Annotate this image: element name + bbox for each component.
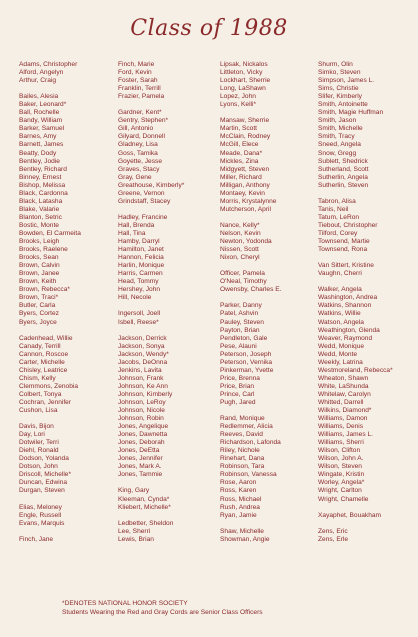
student-name: Harris, Carmen — [118, 270, 163, 278]
student-name: Jackson, Derrick — [118, 334, 167, 342]
student-name: Meade, Dana* — [220, 149, 263, 157]
student-name: Hamby, Darryl — [118, 238, 160, 246]
student-name: Lockhart, Sherrie — [220, 77, 271, 85]
student-name: Baker, Leonard* — [19, 101, 67, 109]
student-name: Ingersoll, Joell — [118, 310, 161, 318]
student-name: Head, Tommy — [118, 278, 159, 286]
section-spacer — [220, 262, 315, 270]
student-name: Wedd, Monte — [318, 350, 358, 358]
student-name: Brown, Keith — [19, 278, 57, 286]
section-spacer — [318, 504, 413, 512]
student-name: Patel, Ashvin — [220, 310, 259, 318]
section-spacer — [318, 190, 413, 198]
student-name: Simko, Steven — [318, 69, 361, 77]
student-name: Wright, Carlton — [318, 487, 362, 495]
student-name: Robinson, Vanessa — [220, 471, 277, 479]
student-name: Finch, Marie — [118, 61, 155, 68]
student-name: Wilson, John A. — [318, 455, 364, 463]
honor-society-note: *DENOTES NATIONAL HONOR SOCIETY — [62, 600, 188, 607]
student-name: Williams, Sherri — [318, 439, 364, 447]
section-spacer — [19, 85, 114, 93]
student-name: O'Neal, Timothy — [220, 278, 267, 286]
student-name: Wilkins, Diamond* — [318, 407, 372, 415]
student-name: Jackson, Wendy* — [118, 350, 169, 358]
student-name: Duncan, Edwina — [19, 479, 68, 487]
student-name: Cushon, Lisa — [19, 407, 58, 415]
student-name: Finch, Jane — [19, 535, 54, 543]
student-name: Lee, Sherri — [118, 527, 151, 535]
student-name: Tiebout, Christopher — [318, 221, 378, 229]
student-name: Nance, Kelly* — [220, 221, 260, 229]
student-name: Greathouse, Kimberly* — [118, 181, 185, 189]
student-name: Chisley, Leatrice — [19, 366, 68, 374]
student-name: Ross, Michael — [220, 495, 262, 503]
student-name: Slifer, Kimberly — [318, 93, 362, 101]
student-name: Brooks, Sean — [19, 254, 59, 262]
student-name: Nixon, Cheryl — [220, 254, 260, 262]
student-name: Elias, Meloney — [19, 503, 62, 511]
student-name: Sublett, Shedrick — [318, 157, 368, 165]
student-name: Shaw, Michelle — [220, 527, 264, 535]
student-name: Durgan, Steven — [19, 487, 65, 495]
student-name: Bishop, Melissa — [19, 181, 66, 189]
student-name: Goyette, Jesse — [118, 157, 162, 165]
student-name: Black, Cardonna — [19, 189, 68, 197]
section-spacer — [19, 496, 114, 504]
student-name: Johnson, LeRoy — [118, 398, 166, 406]
student-name: Jones, Mark A. — [118, 463, 162, 471]
student-name: Jenkins, Lavita — [118, 366, 162, 374]
student-name: Gilyard, Donnell — [118, 133, 165, 141]
student-name: Dotwiler, Terri — [19, 439, 59, 447]
student-name: Whitted, Darrell — [318, 398, 364, 406]
student-name: Bentley, Richard — [19, 165, 67, 173]
student-name: Frazier, Pamela — [118, 93, 165, 101]
student-name: Pendleton, Gale — [220, 334, 268, 342]
student-name: Wilson, Steven — [318, 463, 362, 471]
student-name: Jones, Tammie — [118, 471, 163, 479]
student-name: Hill, Necole — [118, 294, 152, 302]
student-name: Sneed, Angela — [318, 141, 361, 149]
student-name: Kliebert, Michelle* — [118, 503, 171, 511]
student-name: Milligan, Anthony — [220, 181, 270, 189]
student-name: Rinehart, Dana — [220, 455, 265, 463]
student-name: Johnson, Robin — [118, 415, 164, 423]
student-name: Smith, Antoinette — [318, 101, 368, 109]
student-name: Pinkerman, Yvette — [220, 366, 274, 374]
student-name: King, Gary — [118, 487, 150, 495]
student-name: Xayaphet, Bouakham — [318, 511, 382, 519]
student-name: Jackson, Sonya — [118, 342, 165, 350]
section-spacer — [220, 520, 315, 528]
student-name: Ryan, Jamie — [220, 511, 257, 519]
student-name: Zens, Eric — [318, 527, 348, 535]
student-name: Foster, Sarah — [118, 77, 158, 85]
student-name: Beatty, Dody — [19, 149, 57, 157]
student-name: Simpson, James L. — [318, 77, 375, 85]
section-spacer — [318, 254, 413, 262]
student-name: Riley, Nichole — [220, 447, 260, 455]
student-name: Williams, James L. — [318, 431, 373, 439]
student-name: Weathington, Glenda — [318, 326, 380, 334]
student-name: Shurm, Olin — [318, 61, 353, 68]
student-name: Washington, Andrea — [318, 294, 378, 302]
student-name: Jones, Deborah — [118, 439, 165, 447]
student-name: Engle, Russell — [19, 511, 62, 519]
student-name: Williams, Damon — [318, 415, 368, 423]
student-name: Long, LaShawn — [220, 85, 266, 93]
name-column-1 — [19, 61, 114, 544]
footer-notes — [62, 600, 402, 617]
student-name: Alford, Angelyn — [19, 69, 64, 77]
student-name: Blake, Valarie — [19, 205, 60, 213]
student-name: Lyons, Kelli* — [220, 101, 257, 109]
page-title: Class of 1988 — [130, 16, 288, 41]
student-name: Watson, Angela — [318, 318, 364, 326]
student-name: Gardner, Kent* — [118, 109, 162, 117]
student-name: Hershey, John — [118, 286, 161, 294]
section-spacer — [19, 528, 114, 536]
section-spacer — [220, 214, 315, 222]
student-name: Evans, Marquis — [19, 519, 65, 527]
student-name: Barnett, James — [19, 141, 64, 149]
student-name: Rand, Monique — [220, 415, 265, 423]
student-name: Wingate, Kristin — [318, 471, 365, 479]
student-name: Bailes, Alesia — [19, 93, 59, 101]
student-name: Robinson, Tara — [220, 463, 265, 471]
student-name: Townsend, Rona — [318, 246, 368, 254]
student-name: Westmoreland, Rebecca* — [318, 366, 393, 374]
student-name: Binney, Ernest — [19, 173, 62, 181]
student-name: Butler, Carla — [19, 302, 56, 310]
section-spacer — [118, 101, 213, 109]
student-name: Jones, Dawnetta — [118, 431, 168, 439]
student-name: Brown, Rebecca* — [19, 286, 70, 294]
student-name: Mansaw, Sherrie — [220, 117, 270, 125]
student-name: Driscoll, Michelle* — [19, 471, 72, 479]
student-name: Chism, Kelly — [19, 374, 56, 382]
student-name: Jones, DeEtta — [118, 447, 160, 455]
student-name: Parker, Danny — [220, 302, 262, 310]
section-spacer — [220, 109, 315, 117]
student-name: Price, Brian — [220, 382, 255, 390]
student-name: Gladney, Lisa — [118, 141, 158, 149]
student-name: Payton, Brian — [220, 326, 260, 334]
section-spacer — [118, 479, 213, 487]
student-name: Kleeman, Cynda* — [118, 495, 170, 503]
student-name: Greene, Vernon — [118, 189, 165, 197]
student-name: Weekly, Latrina — [318, 358, 363, 366]
student-name: Mickles, Zina — [220, 157, 259, 165]
student-name: Byers, Joyce — [19, 318, 57, 326]
student-name: Midgyett, Steven — [220, 165, 270, 173]
student-name: Nelson, Kevin — [220, 229, 261, 237]
section-spacer — [118, 302, 213, 310]
student-name: Lewis, Brian — [118, 535, 154, 543]
student-name: Dotson, John — [19, 463, 58, 471]
student-name: Day, Lori — [19, 431, 45, 439]
student-name: Van Sittert, Kristine — [318, 262, 374, 270]
student-name: Johnson, Frank — [118, 374, 164, 382]
student-name: Bostic, Monte — [19, 221, 59, 229]
student-name: Arthur, Craig — [19, 77, 57, 85]
student-name: Peterson, Joseph — [220, 350, 272, 358]
student-name: Wedd, Monique — [318, 342, 365, 350]
student-name: Wheaton, Shawn — [318, 374, 369, 382]
student-name: Barker, Samuel — [19, 125, 65, 133]
student-name: White, LaShunda — [318, 382, 369, 390]
student-name: Sutherlin, Steven — [318, 181, 369, 189]
student-name: Johnson, Ke Ann — [118, 382, 168, 390]
student-name: Gray, Gene — [118, 173, 152, 181]
student-name: Peterson, Vernika — [220, 358, 273, 366]
student-name: Nissen, Scott — [220, 246, 259, 254]
name-columns — [19, 61, 409, 591]
student-name: Showman, Angie — [220, 535, 270, 543]
student-name: Ball, Rochelle — [19, 109, 60, 117]
student-name: Adams, Christopher — [19, 61, 78, 68]
student-name: Tatum, LeRon — [318, 213, 360, 221]
student-name: Brooks, Raelene — [19, 246, 68, 254]
student-name: Hall, Tina — [118, 229, 146, 237]
student-name: Weaver, Raymond — [318, 334, 373, 342]
student-name: Reeves, David — [220, 431, 263, 439]
student-name: Watkins, Willie — [318, 310, 361, 318]
student-name: Watkins, Shannon — [318, 302, 372, 310]
student-name: Diehl, Ronald — [19, 447, 59, 455]
student-name: Rush, Andrea — [220, 503, 260, 511]
student-name: Jacobs, DeOnna — [118, 358, 168, 366]
student-name: Smith, Tracy — [318, 133, 355, 141]
student-name: Hannon, Felicia — [118, 254, 164, 262]
student-name: Brown, Janee — [19, 270, 60, 278]
student-name: Worley, Angela* — [318, 479, 365, 487]
section-spacer — [118, 512, 213, 520]
student-name: Cadenhead, Willie — [19, 334, 73, 342]
student-name: Ledbetter, Sheldon — [118, 519, 174, 527]
student-name: Bandy, William — [19, 117, 63, 125]
student-name: Sutherland, Scott — [318, 165, 369, 173]
student-name: Whitelaw, Carolyn — [318, 390, 371, 398]
section-spacer — [19, 327, 114, 335]
student-name: Officer, Pamela — [220, 270, 265, 278]
student-name: Smith, Michelle — [318, 125, 363, 133]
student-name: Price, Brenna — [220, 374, 260, 382]
student-name: Jones, Jennifer — [118, 455, 163, 463]
student-name: Clemmons, Zenobia — [19, 382, 79, 390]
student-name: Carter, Michelle — [19, 358, 65, 366]
student-name: Graves, Stacy — [118, 165, 160, 173]
student-name: Pugh, Jared — [220, 398, 256, 406]
name-column-3 — [220, 61, 315, 544]
student-name: Montaey, Kevin — [220, 189, 265, 197]
student-name: Byers, Cortez — [19, 310, 59, 318]
student-name: Hall, Brenda — [118, 221, 155, 229]
section-spacer — [318, 520, 413, 528]
student-name: Barnes, Amy — [19, 133, 57, 141]
section-spacer — [220, 294, 315, 302]
student-name: Smith, Jason — [318, 117, 357, 125]
student-name: Brooks, Leigh — [19, 238, 60, 246]
student-name: Lopez, John — [220, 93, 256, 101]
class-officers-note: Students Wearing the Red and Gray Cords are Senior Class Officers — [62, 608, 263, 616]
student-name: Miller, Richard — [220, 173, 262, 181]
student-name: Owensby, Charles E. — [220, 286, 282, 294]
student-name: Gill, Antonio — [118, 125, 154, 133]
student-name: Mutcherson, April — [220, 205, 271, 213]
student-name: Zens, Erle — [318, 535, 349, 543]
student-name: Cannon, Roscoe — [19, 350, 69, 358]
student-name: Black, Latasha — [19, 197, 63, 205]
student-name: Franklin, Terrill — [118, 85, 161, 93]
section-spacer — [318, 278, 413, 286]
student-name: Williams, Denis — [318, 423, 364, 431]
student-name: Grindstaff, Stacey — [118, 197, 171, 205]
student-name: Ross, Karen — [220, 487, 257, 495]
student-name: Morris, Krystalynne — [220, 197, 277, 205]
student-name: Walker, Angela — [318, 286, 362, 294]
student-name: Harlin, Monique — [118, 262, 165, 270]
student-name: Pese, Alauni — [220, 342, 257, 350]
name-column-2 — [118, 61, 213, 544]
student-name: Jones, Angelique — [118, 423, 169, 431]
student-name: Sutherlin, Angela — [318, 173, 368, 181]
student-name: Redlemmer, Alicia — [220, 423, 273, 431]
student-name: Tabron, Alisa — [318, 197, 356, 205]
student-name: Dodson, Yolanda — [19, 455, 69, 463]
student-name: Wright, Chamelle — [318, 495, 369, 503]
student-name: Bowden, El Carmeita — [19, 229, 81, 237]
student-name: Canady, Terrill — [19, 342, 61, 350]
student-name: Isbell, Reese* — [118, 318, 159, 326]
student-name: Snow, Gregg — [318, 149, 357, 157]
section-spacer — [19, 415, 114, 423]
section-spacer — [118, 206, 213, 214]
student-name: Pauley, Steven — [220, 318, 264, 326]
student-name: Brown, Traci* — [19, 294, 59, 302]
student-name: Martin, Scott — [220, 125, 258, 133]
student-name: Cochran, Jennifer — [19, 398, 72, 406]
student-name: Rose, Aaron — [220, 479, 257, 487]
student-name: Ford, Kevin — [118, 69, 152, 77]
student-name: Hamilton, Janet — [118, 246, 164, 254]
student-name: Tanis, Neil — [318, 205, 349, 213]
student-name: Johnson, Kimberly — [118, 390, 173, 398]
student-name: Richardson, Lafonda — [220, 439, 281, 447]
student-name: Bentley, Jodie — [19, 157, 60, 165]
section-spacer — [220, 407, 315, 415]
student-name: Newton, Yodonda — [220, 238, 272, 246]
student-name: Davis, Bijon — [19, 423, 54, 431]
student-name: Smith, Magie Huffman — [318, 109, 384, 117]
student-name: Prince, Carl — [220, 390, 255, 398]
student-name: Lipsak, Nickalos — [220, 61, 268, 68]
student-name: Sims, Christie — [318, 85, 359, 93]
student-name: McGill, Elece — [220, 141, 259, 149]
student-name: Johnson, Nicole — [118, 407, 165, 415]
student-name: Wilson, Clifton — [318, 447, 361, 455]
student-name: Littleton, Vicky — [220, 69, 263, 77]
student-name: Brown, Calvin — [19, 262, 60, 270]
section-spacer — [118, 327, 213, 335]
student-name: Blanton, Setric — [19, 213, 62, 221]
student-name: Townsend, Martie — [318, 238, 370, 246]
student-name: Gentry, Stephen* — [118, 117, 169, 125]
student-name: Goss, Tamika — [118, 149, 158, 157]
name-column-4 — [318, 61, 413, 544]
student-name: Colbert, Tonya — [19, 390, 62, 398]
student-name: Hadley, Francine — [118, 213, 168, 221]
student-name: Vaughn, Cherri — [318, 270, 362, 278]
student-name: Tilford, Corey — [318, 229, 358, 237]
student-name: McClain, Rodney — [220, 133, 271, 141]
